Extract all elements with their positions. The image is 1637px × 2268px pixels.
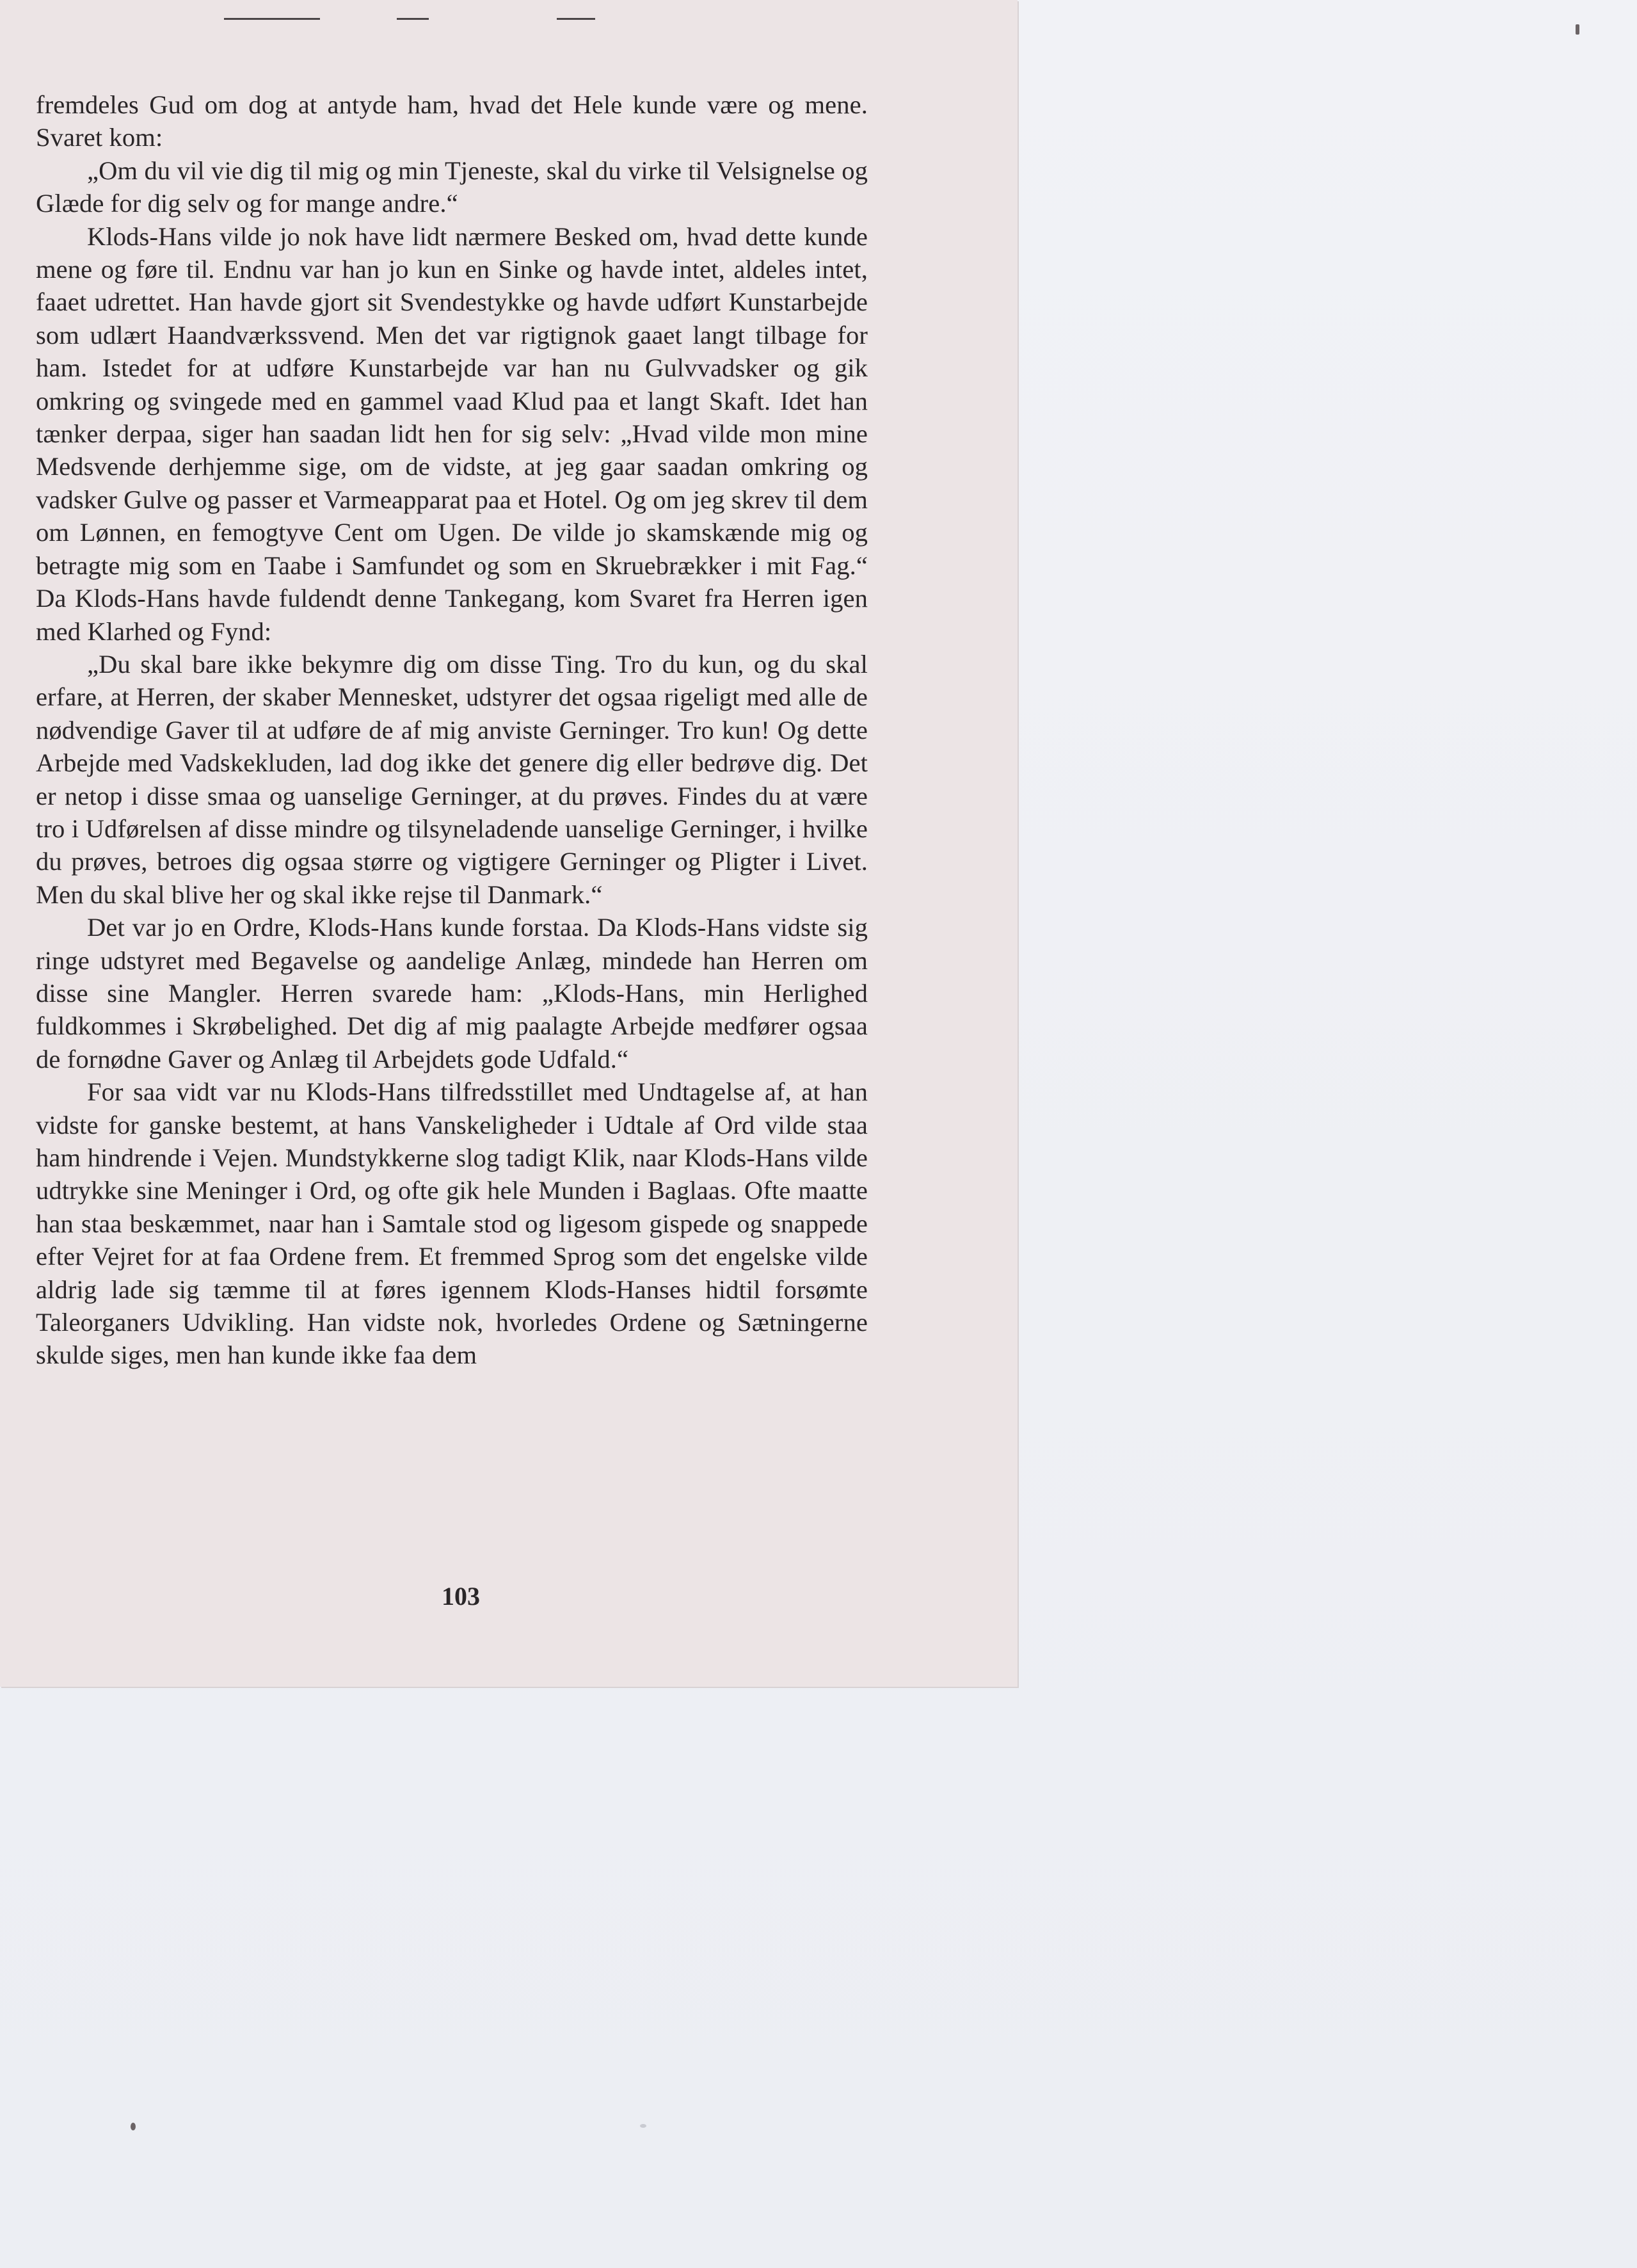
paragraph-4: „Du skal bare ikke bekymre dig om disse Ting. Tro du kun, og du skal erfare, at Herren, der skaber Mennesket, udstyrer det ogsaa rigeligt med alle de nødvendige Gaver til at udføre de af mig anviste Gerninger. Tro kun! Og dette Arbejde med Vadskekluden, lad dog ikke det genere dig eller bedrøve dig. Det er netop i disse smaa og uanselige Gerninger, at du prøves. Findes du at være tro i Udførelsen af disse mindre og tilsyneladende uanselige Gerninger, i hvilke du prøves, betroes dig ogsaa større og vigtigere Gerninger og Pligter i Livet. Men du skal blive her og skal ikke rejse til Danmark.“ bbox=[36, 649, 868, 909]
paragraph-1: fremdeles Gud om dog at antyde ham, hvad det Hele kunde være og mene. Svaret kom: bbox=[36, 90, 868, 152]
paragraph-6: For saa vidt var nu Klods-Hans tilfredsstillet med Undtagelse af, at han vidste for ganske bestemt, at hans Vanskeligheder i Udtale af Ord vilde staa ham hindrende i Vejen. Mundstykkerne slog tadigt Klik, naar Klods-Hans vilde udtrykke sine Meninger i Ord, og ofte gik hele Munden i Baglaas. Ofte maatte han staa beskæmmet, naar han i Samtale stod og ligesom gispede og snappede efter Vejret for at faa Ordene frem. Et fremmed Sprog som det engelske vilde aldrig lade sig tæmme til at føres igennem Klods-Hanses hidtil forsømte Taleorganers Udvikling. Han vidste nok, hvorledes Ordene og Sætningerne skulde siges, men han kunde ikke faa dem bbox=[36, 1077, 868, 1370]
book-page bbox=[0, 0, 1018, 1687]
body-text bbox=[36, 88, 868, 1372]
paragraph-3: Klods-Hans vilde jo nok have lidt nærmere Besked om, hvad dette kunde mene og føre til. Endnu var han jo kun en Sinke og havde intet, aldeles intet, faaet udrettet. Han havde gjort sit Svendestykke og havde udført Kunstarbejde som udlært Haandværkssvend. Men det var rigtignok gaaet langt tilbage for ham. Istedet for at udføre Kunstarbejde var han nu Gulvvadsker og gik omkring og svingede med en gammel vaad Klud paa et langt Skaft. Idet han tænker derpaa, siger han saadan lidt hen for sig selv: „Hvad vilde mon mine Medsvende derhjemme sige, om de vidste, at jeg gaar saadan omkring og vadsker Gulve og passer et Varmeapparat paa et Hotel. Og om jeg skrev til dem om Lønnen, en femogtyve Cent om Ugen. De vilde jo skamskænde mig og betragte mig som en Taabe i Samfundet og som en Skruebrækker i mit Fag.“ Da Klods-Hans havde fuldendt denne Tankegang, kom Svaret fra Herren igen med Klarhed og Fynd: bbox=[36, 221, 868, 646]
dust-speck bbox=[640, 2124, 646, 2128]
page-number: 103 bbox=[442, 1582, 480, 1611]
page-top-edge-marks bbox=[218, 18, 678, 22]
paragraph-5: Det var jo en Ordre, Klods-Hans kunde forstaa. Da Klods-Hans vidste sig ringe udstyret med Begavelse og aandelige Anlæg, mindede han Herren om disse sine Mangler. Herren svarede ham: „Klods-Hans, min Herlighed fuldkommes i Skrøbelighed. Det dig af mig paalagte Arbejde medfører ogsaa de fornødne Gaver og Anlæg til Arbejdets gode Udfald.“ bbox=[36, 913, 868, 1074]
paragraph-2: „Om du vil vie dig til mig og min Tjeneste, skal du virke til Velsignelse og Glæde for dig selv og for mange andre.“ bbox=[36, 156, 868, 218]
dust-speck bbox=[1576, 24, 1579, 35]
dust-speck bbox=[131, 2123, 136, 2130]
